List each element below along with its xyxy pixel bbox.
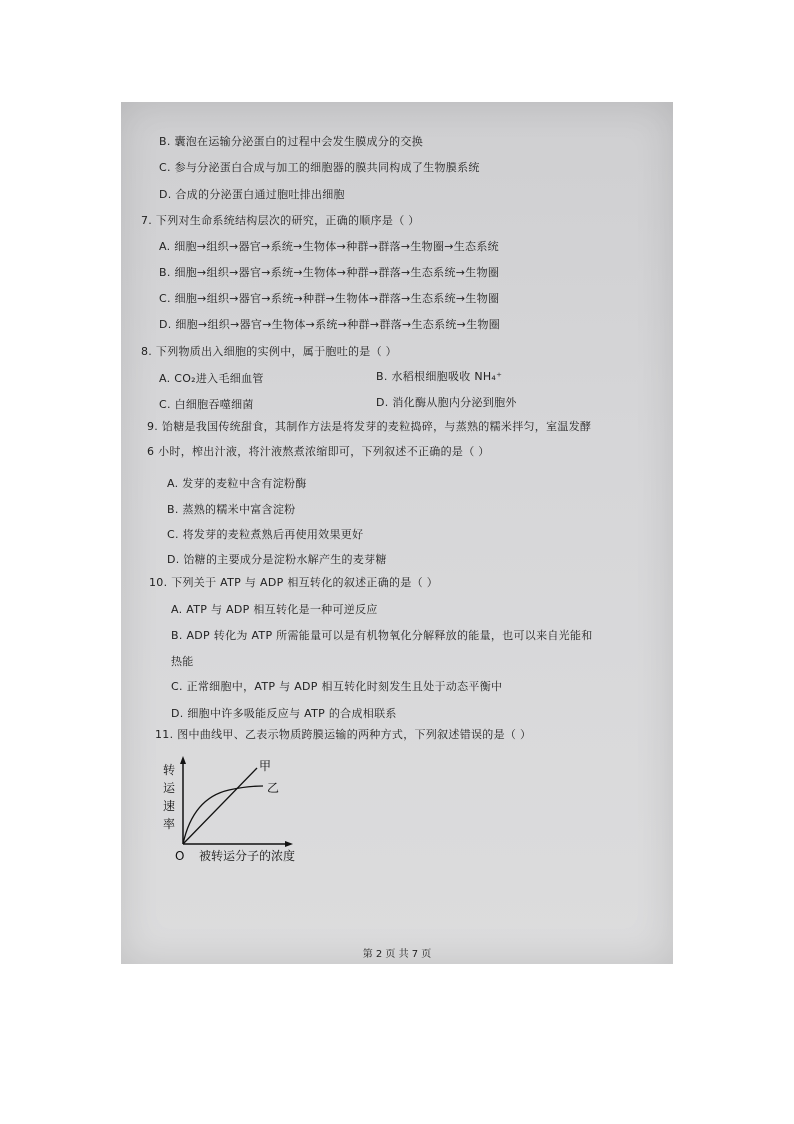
text-line: D. 消化酶从胞内分泌到胞外 — [376, 396, 517, 409]
text-line: 8. 下列物质出入细胞的实例中，属于胞吐的是（ ） — [141, 345, 397, 358]
text-line: 11. 图中曲线甲、乙表示物质跨膜运输的两种方式，下列叙述错误的是（ ） — [155, 728, 532, 741]
text-line: D. 细胞中许多吸能反应与 ATP 的合成相联系 — [171, 707, 397, 720]
text-line: B. 水稻根细胞吸收 NH₄⁺ — [376, 370, 503, 383]
text-line: B. ADP 转化为 ATP 所需能量可以是有机物氧化分解释放的能量，也可以来自光能和 — [171, 629, 593, 642]
figure-svg — [159, 752, 319, 872]
text-line: 9. 饴糖是我国传统甜食，其制作方法是将发芽的麦粒捣碎，与蒸熟的糯米拌匀，室温发酵 — [147, 420, 592, 433]
text-line: A. 发芽的麦粒中含有淀粉酶 — [167, 477, 307, 490]
text-line: 6 小时，榨出汁液，将汁液熬煮浓缩即可，下列叙述不正确的是（ ） — [147, 445, 490, 458]
text-line: D. 合成的分泌蛋白通过胞吐排出细胞 — [159, 188, 345, 201]
x-axis-label: 被转运分子的浓度 — [199, 849, 296, 863]
curve-yi-label: 乙 — [267, 781, 280, 795]
y-label-1: 转 — [163, 763, 176, 777]
y-label-2: 运 — [163, 781, 176, 795]
text-line: C. 参与分泌蛋白合成与加工的细胞器的膜共同构成了生物膜系统 — [159, 161, 480, 174]
x-axis-arrow — [285, 841, 293, 847]
text-line: A. CO₂进入毛细血管 — [159, 372, 264, 385]
y-axis-arrow — [180, 756, 186, 764]
curve-jia-label: 甲 — [259, 759, 272, 773]
y-label-3: 速 — [163, 799, 176, 813]
text-line: A. 细胞→组织→器官→系统→生物体→种群→群落→生物圈→生态系统 — [159, 240, 499, 253]
curve-yi — [183, 786, 263, 844]
text-line: B. 蒸熟的糯米中富含淀粉 — [167, 503, 296, 516]
text-line: C. 细胞→组织→器官→系统→种群→生物体→群落→生态系统→生物圈 — [159, 292, 500, 305]
text-line: 7. 下列对生命系统结构层次的研究，正确的顺序是（ ） — [141, 214, 420, 227]
page-footer: 第 2 页 共 7 页 — [362, 949, 432, 960]
text-line: D. 细胞→组织→器官→生物体→系统→种群→群落→生态系统→生物圈 — [159, 318, 501, 331]
text-line: C. 正常细胞中，ATP 与 ADP 相互转化时刻发生且处于动态平衡中 — [171, 680, 503, 693]
text-line: 10. 下列关于 ATP 与 ADP 相互转化的叙述正确的是（ ） — [149, 576, 439, 589]
text-line: B. 囊泡在运输分泌蛋白的过程中会发生膜成分的交换 — [159, 135, 424, 148]
text-line: C. 白细胞吞噬细菌 — [159, 398, 254, 411]
text-line: C. 将发芽的麦粒煮熟后再使用效果更好 — [167, 528, 364, 541]
text-line: D. 饴糖的主要成分是淀粉水解产生的麦芽糖 — [167, 553, 387, 566]
transport-rate-figure — [159, 752, 319, 872]
text-line: B. 细胞→组织→器官→系统→生物体→种群→群落→生态系统→生物圈 — [159, 266, 500, 279]
exam-page — [121, 102, 673, 964]
text-line: 热能 — [171, 655, 194, 668]
origin-label: O — [175, 849, 185, 863]
text-line: A. ATP 与 ADP 相互转化是一种可逆反应 — [171, 603, 378, 616]
curve-jia — [183, 768, 257, 844]
y-label-4: 率 — [163, 817, 176, 831]
